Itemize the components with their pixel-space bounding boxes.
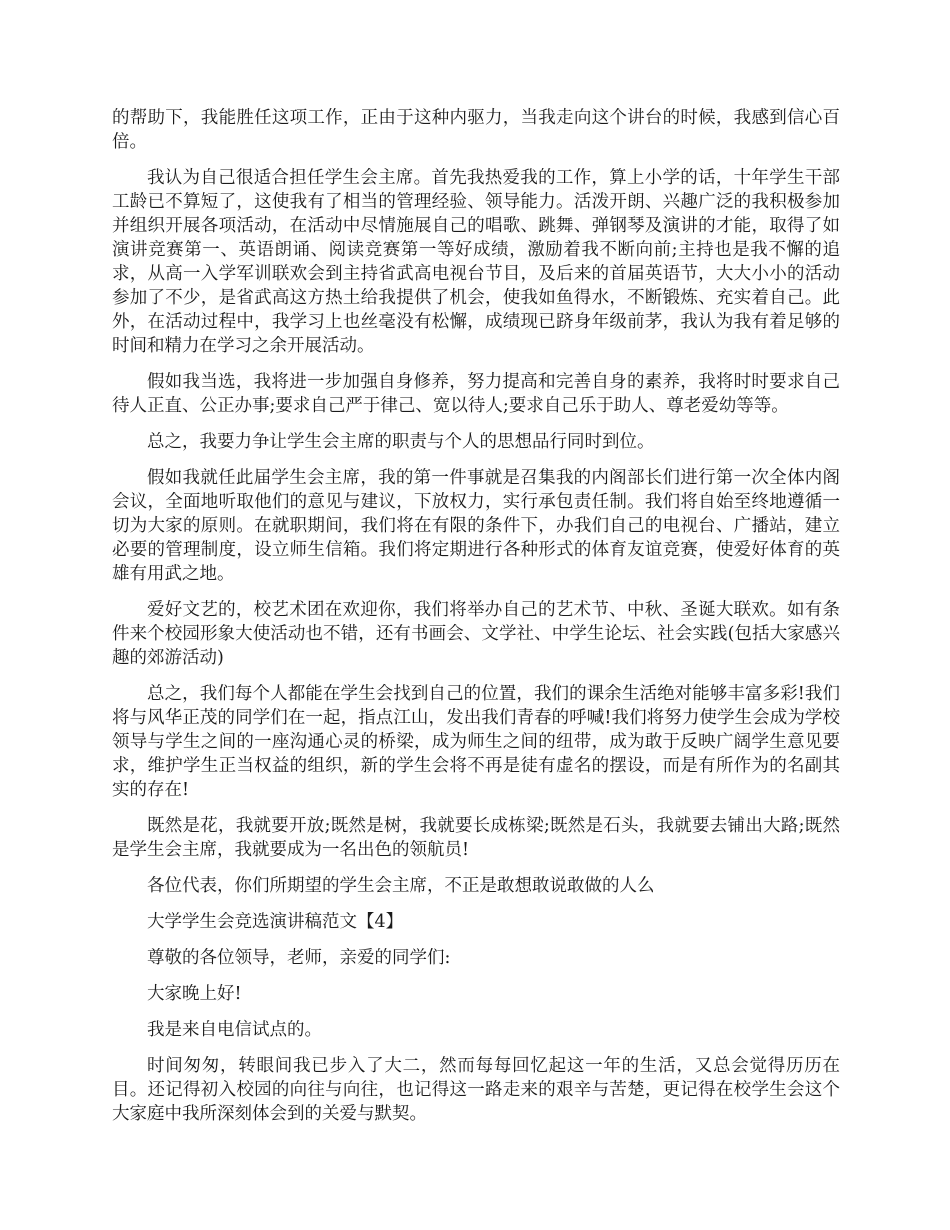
paragraph: 总之，我们每个人都能在学生会找到自己的位置，我们的课余生活绝对能够丰富多彩!我们将与风华正茂的同学们在一起，指点江山，发出我们青春的呼喊!我们将努力使学生会成为学校领导与学生之间的一座沟通心灵的桥梁，成为师生之间的纽带，成为敢于反映广阔学生意见要求，维护学生正当权益的组织，新的学生会将不再是徒有虚名的摆设，而是有所作为的名副其实的存在! <box>112 684 840 800</box>
paragraph: 总之，我要力争让学生会主席的职责与个人的思想品行同时到位。 <box>147 432 655 452</box>
paragraph: 各位代表，你们所期望的学生会主席，不正是敢想敢说敢做的人么 <box>147 876 655 896</box>
paragraph: 的帮助下，我能胜任这项工作，正由于这种内驱力，当我走向这个讲台的时候，我感到信心百倍。 <box>112 108 840 152</box>
paragraph: 假如我当选，我将进一步加强自身修养，努力提高和完善自身的素养，我将时时要求自己待人正直、公正办事;要求自己严于律己、宽以待人;要求自己乐于助人、尊老爱幼等等。 <box>112 372 840 416</box>
document-body <box>112 106 840 1126</box>
paragraph: 我是来自电信试点的。 <box>147 1020 322 1040</box>
paragraph: 既然是花，我就要开放;既然是树，我就要长成栋梁;既然是石头，我就要去铺出大路;既然是学生会主席，我就要成为一名出色的领航员! <box>112 816 840 860</box>
paragraph: 大家晚上好! <box>147 984 242 1004</box>
paragraph: 假如我就任此届学生会主席，我的第一件事就是召集我的内阁部长们进行第一次全体内阁会议，全面地听取他们的意见与建议，下放权力，实行承包责任制。我们将自始至终地遵循一切为大家的原则。在就职期间，我们将在有限的条件下，办我们自己的电视台、广播站，建立必要的管理制度，设立师生信箱。我们将定期进行各种形式的体育友谊竞赛，使爱好体育的英雄有用武之地。 <box>112 468 840 584</box>
paragraph: 大学学生会竞选演讲稿范文【4】 <box>147 912 404 932</box>
paragraph: 我认为自己很适合担任学生会主席。首先我热爱我的工作，算上小学的话，十年学生干部工龄已不算短了，这使我有了相当的管理经验、领导能力。活泼开朗、兴趣广泛的我积极参加并组织开展各项活动，在活动中尽情施展自己的唱歌、跳舞、弹钢琴及演讲的才能，取得了如演讲竞赛第一、英语朗诵、阅读竞赛第一等好成绩，激励着我不断向前;主持也是我不懈的追求，从高一入学军训联欢会到主持省武高电视台节目，及后来的首届英语节，大大小小的活动参加了不少，是省武高这方热土给我提供了机会，使我如鱼得水，不断锻炼、充实着自己。此外，在活动过程中，我学习上也丝毫没有松懈，成绩现已跻身年级前茅，我认为我有着足够的时间和精力在学习之余开展活动。 <box>112 168 840 356</box>
paragraph: 时间匆匆，转眼间我已步入了大二，然而每每回忆起这一年的生活，又总会觉得历历在目。还记得初入校园的向往与向往，也记得这一路走来的艰辛与苦楚，更记得在校学生会这个大家庭中我所深刻体会到的关爱与默契。 <box>112 1056 840 1124</box>
paragraph: 尊敬的各位领导，老师，亲爱的同学们: <box>147 948 451 968</box>
paragraph: 爱好文艺的，校艺术团在欢迎你，我们将举办自己的艺术节、中秋、圣诞大联欢。如有条件来个校园形象大使活动也不错，还有书画会、文学社、中学生论坛、社会实践(包括大家感兴趣的郊游活动) <box>112 600 840 668</box>
